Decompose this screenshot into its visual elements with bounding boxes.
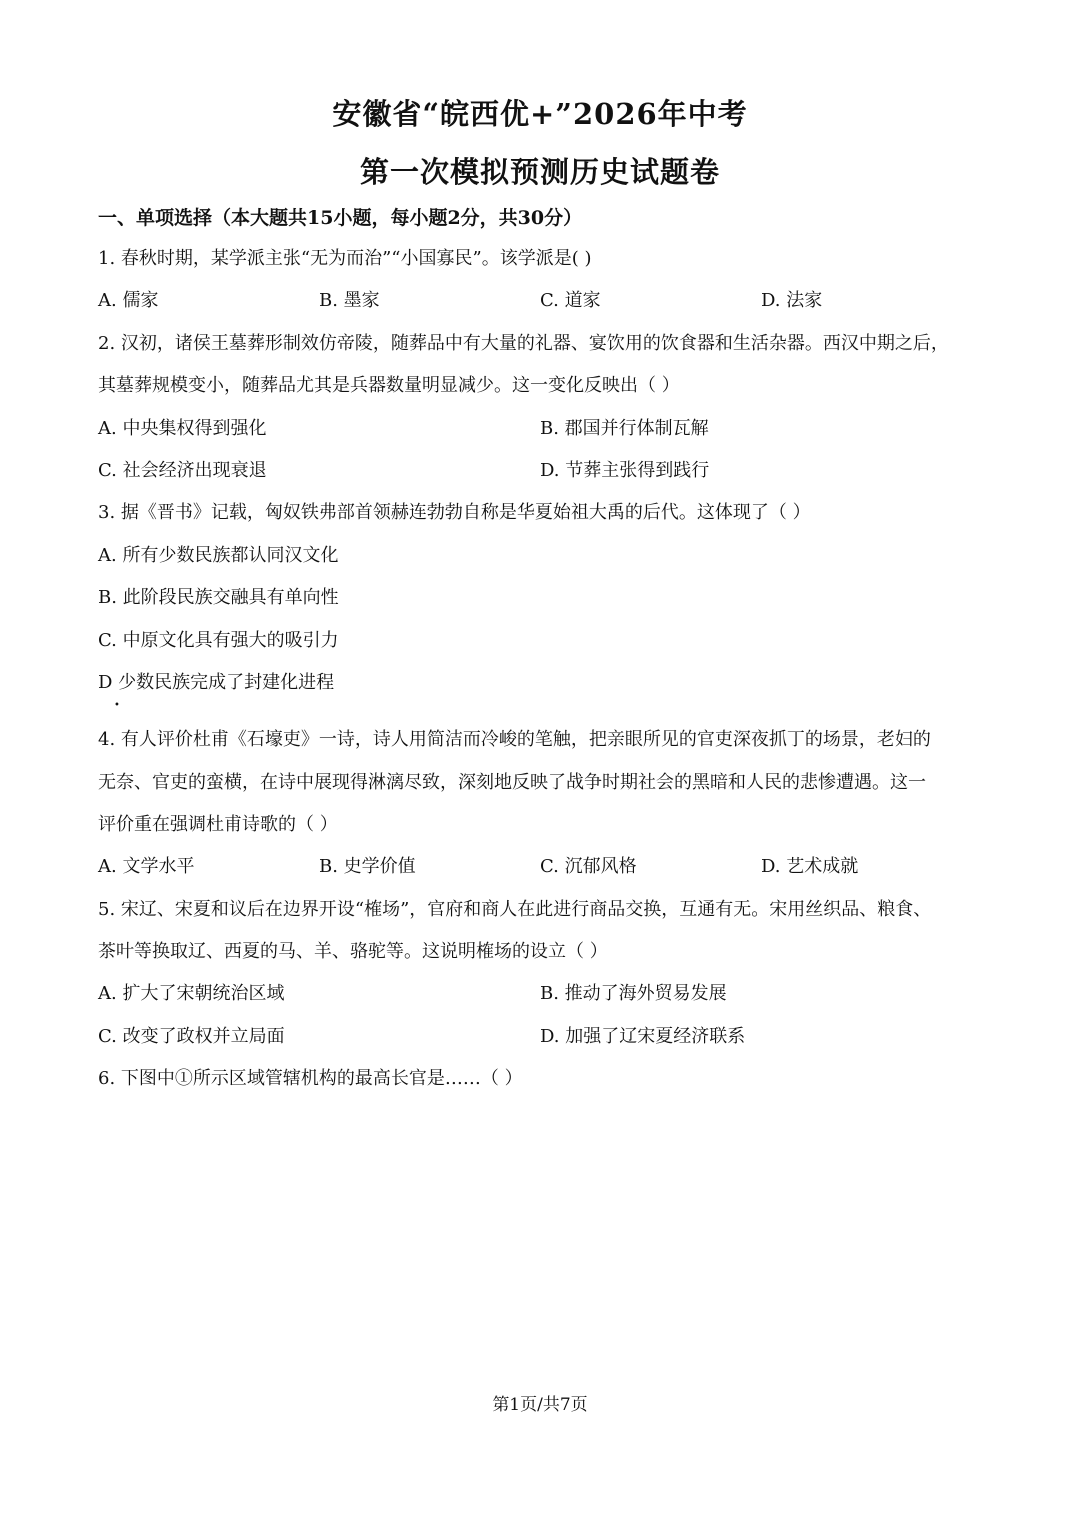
scan-dot-mark: • [114, 700, 120, 711]
question-1-option-a: A. 儒家 [98, 290, 159, 311]
question-5-option-d: D. 加强了辽宋夏经济联系 [540, 1026, 746, 1047]
question-4-option-b: B. 史学价值 [319, 856, 416, 877]
question-3-option-a: A. 所有少数民族都认同汉文化 [98, 545, 339, 566]
exam-title-line1: 安徽省“皖西优+”2026年中考 [332, 97, 748, 131]
question-3-option-d: D 少数民族完成了封建化进程 [98, 672, 335, 693]
page-number: 第1页/共7页 [492, 1395, 588, 1415]
question-2-option-b: B. 郡国并行体制瓦解 [540, 418, 709, 439]
question-3-stem: 3. 据《晋书》记载，匈奴铁弗部首领赫连勃勃自称是华夏始祖大禹的后代。这体现了（ ） [98, 502, 811, 523]
question-2-stem-line2: 其墓葬规模变小，随葬品尤其是兵器数量明显减少。这一变化反映出（ ） [98, 375, 680, 396]
question-4-option-a: A. 文学水平 [98, 856, 195, 877]
question-4-option-d: D. 艺术成就 [761, 856, 859, 877]
question-2-option-c: C. 社会经济出现衰退 [98, 460, 267, 481]
question-5-option-b: B. 推动了海外贸易发展 [540, 983, 727, 1004]
question-5-option-c: C. 改变了政权并立局面 [98, 1026, 285, 1047]
question-5-stem-line2: 茶叶等换取辽、西夏的马、羊、骆驼等。这说明榷场的设立（ ） [98, 941, 608, 962]
question-4-stem-line3: 评价重在强调杜甫诗歌的（ ） [98, 814, 338, 835]
exam-title-line2: 第一次模拟预测历史试题卷 [359, 155, 720, 189]
question-6-stem: 6. 下图中①所示区域管辖机构的最高长官是……（ ） [98, 1068, 523, 1089]
question-1-option-c: C. 道家 [540, 290, 601, 311]
section-heading: 一、单项选择（本大题共15小题，每小题2分，共30分） [98, 207, 583, 229]
question-1-option-b: B. 墨家 [319, 290, 380, 311]
question-2-stem-line1: 2. 汉初，诸侯王墓葬形制效仿帝陵，随葬品中有大量的礼器、宴饮用的饮食器和生活杂器。西汉中期之后， [98, 333, 949, 354]
question-1-option-d: D. 法家 [761, 290, 823, 311]
question-2-option-a: A. 中央集权得到强化 [98, 418, 267, 439]
question-1-stem: 1. 春秋时期，某学派主张“无为而治”“小国寡民”。该学派是( ) [98, 248, 592, 269]
question-2-option-d: D. 节葬主张得到践行 [540, 460, 710, 481]
question-4-option-c: C. 沉郁风格 [540, 856, 637, 877]
question-5-option-a: A. 扩大了宋朝统治区域 [98, 983, 285, 1004]
question-4-stem-line2: 无奈、官吏的蛮横，在诗中展现得淋漓尽致，深刻地反映了战争时期社会的黑暗和人民的悲惨遭遇。这一 [98, 772, 926, 793]
question-5-stem-line1: 5. 宋辽、宋夏和议后在边界开设“榷场”，官府和商人在此进行商品交换，互通有无。宋用丝织品、粮食、 [98, 899, 932, 920]
question-4-stem-line1: 4. 有人评价杜甫《石壕吏》一诗，诗人用简洁而冷峻的笔触，把亲眼所见的官吏深夜抓丁的场景，老妇的 [98, 729, 931, 750]
question-3-option-b: B. 此阶段民族交融具有单向性 [98, 587, 339, 608]
question-3-option-c: C. 中原文化具有强大的吸引力 [98, 630, 339, 651]
